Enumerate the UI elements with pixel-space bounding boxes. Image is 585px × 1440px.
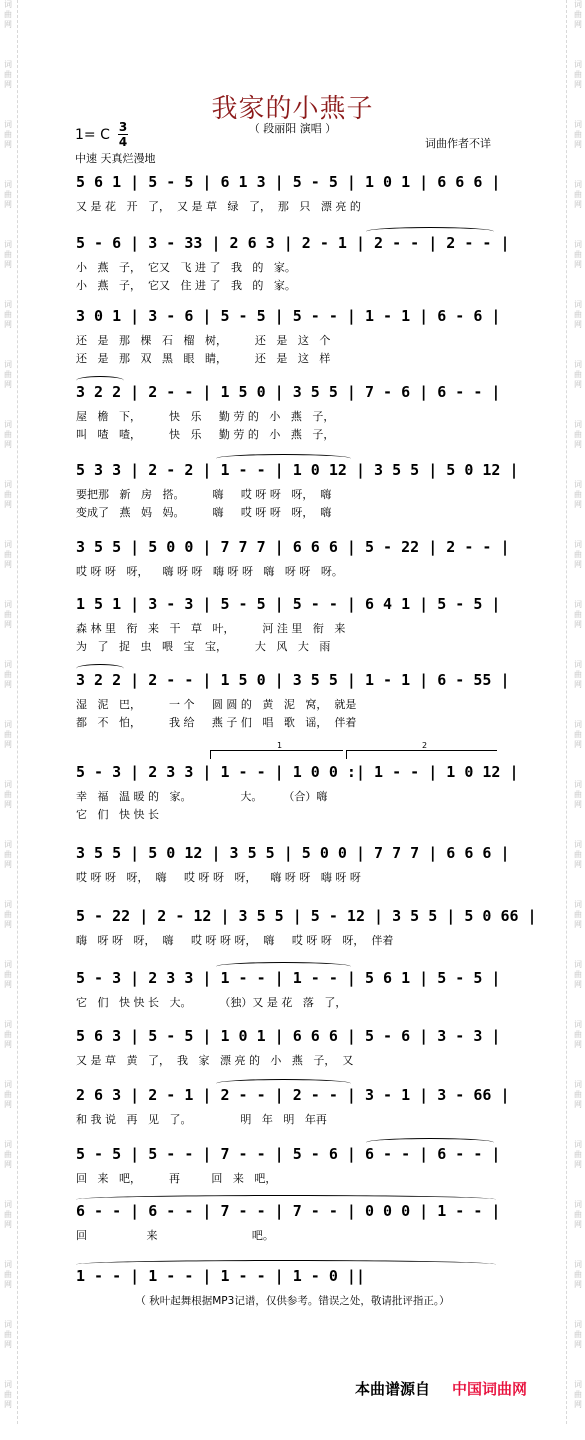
watermark-char: 曲 xyxy=(4,730,12,739)
watermark-char: 网 xyxy=(4,1100,12,1109)
lyric-line: 变成了 燕 妈 妈。 嗨 哎 呀 呀 呀， 嗨 xyxy=(76,506,332,519)
tie-arc xyxy=(216,454,351,463)
watermark-char: 词 xyxy=(574,1080,582,1089)
watermark-group xyxy=(572,600,584,660)
watermark-group xyxy=(2,720,14,780)
watermark-char: 词 xyxy=(4,720,12,729)
notation-line: 3 2 2 | 2 - - | 1 5 0 | 3 5 5 | 7 - 6 | 6 - - | xyxy=(76,383,501,401)
watermark-char: 网 xyxy=(4,140,12,149)
watermark-char: 曲 xyxy=(574,130,582,139)
watermark-char: 曲 xyxy=(4,790,12,799)
lyric-line: 森 林 里 衔 来 干 草 叶， 河 洼 里 衔 来 xyxy=(76,622,346,635)
watermark-char: 曲 xyxy=(4,370,12,379)
lyric-line: 幸 福 温 暖 的 家。 大。 （合）嗨 xyxy=(76,790,328,803)
watermark-char: 词 xyxy=(4,420,12,429)
watermark-char: 词 xyxy=(4,600,12,609)
volta-number: 1 xyxy=(277,741,283,750)
volta-number: 2 xyxy=(422,741,428,750)
watermark-char: 词 xyxy=(574,0,582,9)
notation-line: 5 6 3 | 5 - 5 | 1 0 1 | 6 6 6 | 5 - 6 | 3 - 3 | xyxy=(76,1027,501,1045)
right-border-line xyxy=(566,0,567,1424)
volta-bracket xyxy=(210,741,343,759)
volta-bracket xyxy=(346,741,497,759)
notation-line: 3 0 1 | 3 - 6 | 5 - 5 | 5 - - | 1 - 1 | 6 - 6 | xyxy=(76,307,501,325)
watermark-char: 词 xyxy=(4,480,12,489)
lyric-line: 哎 呀 呀 呀， 嗨 哎 呀 呀 呀， 嗨 呀 呀 嗨 呀 呀 xyxy=(76,871,361,884)
notation-line: 5 3 3 | 2 - 2 | 1 - - | 1 0 12 | 3 5 5 | 5 0 12 | xyxy=(76,461,519,479)
watermark-char: 词 xyxy=(574,540,582,549)
watermark-char: 网 xyxy=(574,1100,582,1109)
watermark-char: 词 xyxy=(4,1020,12,1029)
watermark-group xyxy=(572,480,584,540)
watermark-char: 曲 xyxy=(574,490,582,499)
watermark-char: 曲 xyxy=(574,1270,582,1279)
watermark-char: 曲 xyxy=(4,430,12,439)
watermark-char: 网 xyxy=(4,440,12,449)
watermark-char: 网 xyxy=(574,800,582,809)
watermark-char: 曲 xyxy=(4,70,12,79)
watermark-char: 网 xyxy=(4,740,12,749)
watermark-group xyxy=(2,1200,14,1260)
watermark-char: 网 xyxy=(574,1160,582,1169)
watermark-group xyxy=(572,1020,584,1080)
watermark-char: 曲 xyxy=(4,1030,12,1039)
left-watermark xyxy=(2,0,14,1424)
notation-line: 1 - - | 1 - - | 1 - - | 1 - 0 || xyxy=(76,1267,365,1285)
watermark-char: 曲 xyxy=(4,1390,12,1399)
watermark-group xyxy=(572,1080,584,1140)
notation-line: 5 - 3 | 2 3 3 | 1 - - | 1 - - | 5 6 1 | 5 - 5 | xyxy=(76,969,501,987)
notation-line: 5 - 6 | 3 - 33 | 2 6 3 | 2 - 1 | 2 - - | 2 - - | xyxy=(76,234,510,252)
watermark-group xyxy=(2,960,14,1020)
watermark-char: 网 xyxy=(574,920,582,929)
watermark-group xyxy=(572,1380,584,1440)
watermark-char: 词 xyxy=(574,1320,582,1329)
tie-arc xyxy=(76,1260,496,1269)
watermark-group xyxy=(2,900,14,960)
watermark-char: 词 xyxy=(4,240,12,249)
watermark-char: 词 xyxy=(574,960,582,969)
watermark-char: 网 xyxy=(4,1280,12,1289)
watermark-char: 曲 xyxy=(4,10,12,19)
lyric-line: 还 是 那 棵 石 榴 树， 还 是 这 个 xyxy=(76,334,331,347)
watermark-char: 曲 xyxy=(574,910,582,919)
composer-credit: 词曲作者不详 xyxy=(425,137,491,150)
watermark-char: 词 xyxy=(4,300,12,309)
watermark-group xyxy=(572,960,584,1020)
tie-arc xyxy=(366,1138,494,1147)
watermark-char: 曲 xyxy=(574,70,582,79)
watermark-char: 词 xyxy=(574,1260,582,1269)
song-title: 我家的小燕子 xyxy=(211,94,374,124)
watermark-char: 网 xyxy=(574,1040,582,1049)
watermark-char: 网 xyxy=(574,380,582,389)
lyric-line: 它 们 快 快 长 xyxy=(76,808,159,821)
watermark-group xyxy=(572,1320,584,1380)
watermark-group xyxy=(572,720,584,780)
watermark-group xyxy=(572,1200,584,1260)
right-watermark xyxy=(572,0,584,1424)
watermark-char: 网 xyxy=(4,500,12,509)
watermark-char: 网 xyxy=(4,920,12,929)
watermark-char: 词 xyxy=(574,780,582,789)
watermark-char: 词 xyxy=(4,1080,12,1089)
watermark-char: 曲 xyxy=(4,1330,12,1339)
watermark-char: 曲 xyxy=(574,1030,582,1039)
watermark-char: 词 xyxy=(574,480,582,489)
tie-arc xyxy=(76,664,124,673)
watermark-group xyxy=(572,540,584,600)
watermark-char: 词 xyxy=(574,300,582,309)
lyric-line: 湿 泥 巴， 一 个 圆 圆 的 黄 泥 窝， 就是 xyxy=(76,698,357,711)
watermark-char: 网 xyxy=(4,620,12,629)
watermark-char: 词 xyxy=(4,60,12,69)
watermark-char: 曲 xyxy=(4,850,12,859)
watermark-char: 词 xyxy=(574,120,582,129)
watermark-char: 网 xyxy=(574,140,582,149)
watermark-char: 曲 xyxy=(574,850,582,859)
watermark-char: 曲 xyxy=(574,970,582,979)
watermark-char: 词 xyxy=(574,60,582,69)
performer-line: （ 段丽阳 演唱 ） xyxy=(248,122,337,135)
watermark-char: 网 xyxy=(4,560,12,569)
watermark-char: 词 xyxy=(4,1200,12,1209)
watermark-char: 词 xyxy=(4,120,12,129)
watermark-char: 曲 xyxy=(4,1210,12,1219)
notation-line: 5 - 3 | 2 3 3 | 1 - - | 1 0 0 :| 1 - - | 1 0 12 | xyxy=(76,763,519,781)
notation-line: 5 6 1 | 5 - 5 | 6 1 3 | 5 - 5 | 1 0 1 | 6 6 6 | xyxy=(76,173,501,191)
lyric-line: 和 我 说 再 见 了。 明 年 明 年再 xyxy=(76,1113,327,1126)
watermark-char: 网 xyxy=(4,80,12,89)
watermark-char: 网 xyxy=(574,980,582,989)
notation-line: 3 5 5 | 5 0 0 | 7 7 7 | 6 6 6 | 5 - 22 | 2 - - | xyxy=(76,538,510,556)
watermark-group xyxy=(2,780,14,840)
watermark-char: 曲 xyxy=(574,550,582,559)
watermark-char: 词 xyxy=(574,1020,582,1029)
watermark-group xyxy=(572,660,584,720)
notation-line: 5 - 22 | 2 - 12 | 3 5 5 | 5 - 12 | 3 5 5 | 5 0 66 | xyxy=(76,907,537,925)
watermark-group xyxy=(2,0,14,60)
watermark-group xyxy=(2,600,14,660)
watermark-char: 网 xyxy=(4,680,12,689)
watermark-char: 词 xyxy=(574,360,582,369)
watermark-char: 词 xyxy=(574,1380,582,1389)
lyric-line: 小 燕 子， 它又 飞 进 了 我 的 家。 xyxy=(76,261,296,274)
watermark-char: 词 xyxy=(574,600,582,609)
watermark-char: 曲 xyxy=(574,370,582,379)
source-brand: 中国词曲网 xyxy=(452,1380,528,1398)
watermark-char: 词 xyxy=(4,540,12,549)
watermark-char: 曲 xyxy=(4,550,12,559)
watermark-char: 词 xyxy=(574,720,582,729)
lyric-line: 小 燕 子， 它又 住 进 了 我 的 家。 xyxy=(76,279,296,292)
notation-line: 5 - 5 | 5 - - | 7 - - | 5 - 6 | 6 - - | 6 - - | xyxy=(76,1145,501,1163)
watermark-char: 曲 xyxy=(574,310,582,319)
tie-arc xyxy=(366,227,494,236)
watermark-char: 曲 xyxy=(4,1270,12,1279)
watermark-char: 网 xyxy=(574,500,582,509)
watermark-char: 词 xyxy=(4,0,12,9)
watermark-char: 网 xyxy=(4,1040,12,1049)
watermark-char: 曲 xyxy=(574,670,582,679)
watermark-char: 网 xyxy=(574,320,582,329)
watermark-char: 曲 xyxy=(574,10,582,19)
watermark-char: 曲 xyxy=(574,250,582,259)
watermark-char: 网 xyxy=(4,980,12,989)
watermark-group xyxy=(572,1260,584,1320)
watermark-group xyxy=(2,1380,14,1440)
watermark-char: 网 xyxy=(4,320,12,329)
watermark-char: 网 xyxy=(574,20,582,29)
watermark-char: 曲 xyxy=(574,190,582,199)
watermark-char: 词 xyxy=(574,420,582,429)
time-signature-bottom: 4 xyxy=(118,135,128,149)
watermark-char: 网 xyxy=(574,1340,582,1349)
lyric-line: 还 是 那 双 黑 眼 睛， 还 是 这 样 xyxy=(76,352,331,365)
watermark-char: 网 xyxy=(4,1400,12,1409)
tie-arc xyxy=(76,1195,496,1204)
watermark-char: 词 xyxy=(574,840,582,849)
notation-line: 3 2 2 | 2 - - | 1 5 0 | 3 5 5 | 1 - 1 | 6 - 55 | xyxy=(76,671,510,689)
watermark-char: 词 xyxy=(4,780,12,789)
notation-line: 2 6 3 | 2 - 1 | 2 - - | 2 - - | 3 - 1 | 3 - 66 | xyxy=(76,1086,510,1104)
watermark-group xyxy=(2,1260,14,1320)
watermark-char: 曲 xyxy=(574,610,582,619)
watermark-char: 曲 xyxy=(4,1150,12,1159)
watermark-group xyxy=(572,420,584,480)
watermark-char: 网 xyxy=(4,200,12,209)
watermark-char: 网 xyxy=(574,740,582,749)
watermark-char: 词 xyxy=(574,180,582,189)
watermark-group xyxy=(572,0,584,60)
watermark-char: 曲 xyxy=(574,1330,582,1339)
watermark-char: 曲 xyxy=(4,910,12,919)
watermark-char: 网 xyxy=(574,860,582,869)
watermark-group xyxy=(572,360,584,420)
watermark-char: 词 xyxy=(574,660,582,669)
watermark-char: 曲 xyxy=(574,1090,582,1099)
key-signature: 1= C xyxy=(75,127,110,143)
watermark-char: 曲 xyxy=(4,130,12,139)
lyric-line: 为 了 捉 虫 喂 宝 宝， 大 风 大 雨 xyxy=(76,640,331,653)
watermark-char: 曲 xyxy=(4,310,12,319)
watermark-char: 曲 xyxy=(574,1390,582,1399)
watermark-group xyxy=(2,240,14,300)
source-line xyxy=(355,1378,527,1399)
lyric-line: 哎 呀 呀 呀， 嗨 呀 呀 嗨 呀 呀 嗨 呀 呀 呀。 xyxy=(76,565,343,578)
watermark-char: 曲 xyxy=(574,790,582,799)
watermark-char: 网 xyxy=(574,80,582,89)
watermark-char: 网 xyxy=(4,1160,12,1169)
watermark-char: 词 xyxy=(4,960,12,969)
watermark-char: 词 xyxy=(574,900,582,909)
watermark-char: 网 xyxy=(574,620,582,629)
watermark-char: 网 xyxy=(4,800,12,809)
watermark-group xyxy=(2,360,14,420)
watermark-group xyxy=(572,1140,584,1200)
watermark-char: 网 xyxy=(4,1220,12,1229)
watermark-char: 词 xyxy=(4,1140,12,1149)
notation-line: 6 - - | 6 - - | 7 - - | 7 - - | 0 0 0 | 1 - - | xyxy=(76,1202,501,1220)
watermark-group xyxy=(2,300,14,360)
watermark-group xyxy=(572,780,584,840)
watermark-char: 曲 xyxy=(574,430,582,439)
watermark-char: 网 xyxy=(4,260,12,269)
tie-arc xyxy=(76,376,124,385)
watermark-group xyxy=(572,900,584,960)
watermark-char: 词 xyxy=(4,1320,12,1329)
watermark-char: 网 xyxy=(4,380,12,389)
time-signature-top: 3 xyxy=(118,120,128,134)
watermark-char: 词 xyxy=(4,840,12,849)
watermark-group xyxy=(572,840,584,900)
watermark-char: 网 xyxy=(574,680,582,689)
lyric-line: 嗨 呀 呀 呀， 嗨 哎 呀 呀 呀， 嗨 哎 呀 呀 呀， 伴着 xyxy=(76,934,394,947)
watermark-char: 曲 xyxy=(4,610,12,619)
watermark-char: 网 xyxy=(574,560,582,569)
watermark-char: 曲 xyxy=(574,730,582,739)
watermark-char: 曲 xyxy=(4,190,12,199)
watermark-group xyxy=(2,660,14,720)
left-border-line xyxy=(17,0,18,1424)
watermark-group xyxy=(2,420,14,480)
lyric-line: 回 来 吧。 xyxy=(76,1229,274,1242)
watermark-char: 网 xyxy=(574,1400,582,1409)
watermark-char: 曲 xyxy=(4,1090,12,1099)
lyric-line: 要把那 新 房 搭。 嗨 哎 呀 呀 呀， 嗨 xyxy=(76,488,332,501)
watermark-group xyxy=(2,1020,14,1080)
watermark-char: 词 xyxy=(574,1200,582,1209)
tie-arc xyxy=(216,962,351,971)
lyric-line: 它 们 快 快 长 大。 （独）又 是 花 落 了， xyxy=(76,996,347,1009)
lyric-line: 又 是 花 开 了， 又 是 草 绿 了， 那 只 漂 亮 的 xyxy=(76,200,361,213)
lyric-line: 又 是 草 黄 了， 我 家 漂 亮 的 小 燕 子， 又 xyxy=(76,1054,354,1067)
watermark-group xyxy=(2,1140,14,1200)
watermark-group xyxy=(572,180,584,240)
watermark-char: 网 xyxy=(574,1280,582,1289)
watermark-group xyxy=(572,300,584,360)
watermark-group xyxy=(2,1320,14,1380)
watermark-char: 网 xyxy=(4,1340,12,1349)
watermark-group xyxy=(2,480,14,540)
watermark-char: 曲 xyxy=(4,670,12,679)
watermark-group xyxy=(2,840,14,900)
watermark-char: 词 xyxy=(4,360,12,369)
source-label: 本曲谱源自 xyxy=(355,1380,431,1398)
lyric-line: 叫 喳 喳， 快 乐 勤 劳 的 小 燕 子， xyxy=(76,428,335,441)
time-signature xyxy=(118,121,128,148)
watermark-char: 网 xyxy=(4,20,12,29)
watermark-char: 词 xyxy=(574,240,582,249)
tie-arc xyxy=(216,1079,351,1088)
watermark-char: 网 xyxy=(4,860,12,869)
notation-line: 1 5 1 | 3 - 3 | 5 - 5 | 5 - - | 6 4 1 | 5 - 5 | xyxy=(76,595,501,613)
watermark-char: 词 xyxy=(4,1380,12,1389)
lyric-line: 都 不 怕， 我 给 燕 子 们 唱 歌 谣， 伴着 xyxy=(76,716,357,729)
watermark-char: 词 xyxy=(574,1140,582,1149)
watermark-char: 词 xyxy=(4,180,12,189)
watermark-group xyxy=(2,1080,14,1140)
watermark-group xyxy=(2,180,14,240)
tempo-marking: 中速 天真烂漫地 xyxy=(75,152,156,165)
notation-line: 3 5 5 | 5 0 12 | 3 5 5 | 5 0 0 | 7 7 7 | 6 6 6 | xyxy=(76,844,510,862)
watermark-char: 曲 xyxy=(574,1210,582,1219)
transcription-note: （ 秋叶起舞根据MP3记谱，仅供参考。错误之处，敬请批评指正。） xyxy=(135,1295,450,1307)
watermark-group xyxy=(2,540,14,600)
watermark-char: 词 xyxy=(4,660,12,669)
watermark-char: 网 xyxy=(574,260,582,269)
watermark-char: 网 xyxy=(574,1220,582,1229)
watermark-group xyxy=(572,240,584,300)
watermark-char: 网 xyxy=(574,440,582,449)
watermark-char: 曲 xyxy=(4,250,12,259)
watermark-char: 曲 xyxy=(574,1150,582,1159)
watermark-char: 曲 xyxy=(4,970,12,979)
watermark-char: 词 xyxy=(4,1260,12,1269)
lyric-line: 屋 檐 下， 快 乐 勤 劳 的 小 燕 子， xyxy=(76,410,335,423)
watermark-char: 网 xyxy=(574,200,582,209)
watermark-char: 词 xyxy=(4,900,12,909)
lyric-line: 回 来 吧， 再 回 来 吧， xyxy=(76,1172,277,1185)
watermark-char: 曲 xyxy=(4,490,12,499)
